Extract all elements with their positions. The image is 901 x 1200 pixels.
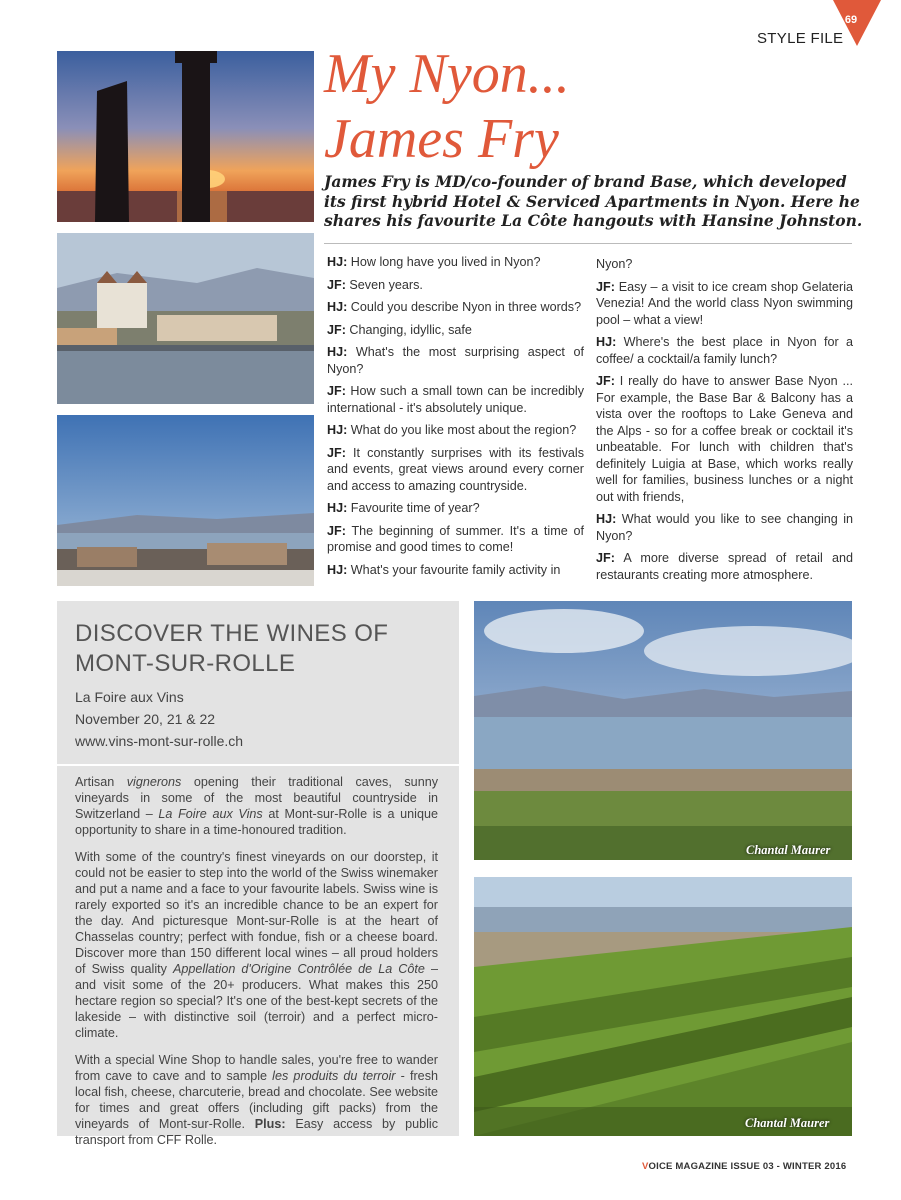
body-paragraph: With a special Wine Shop to handle sales, you're free to wander from cave to cave and to sample les produits du terroir - fresh local fish, cheese, charcuterie, bread and chocolate. See website for times and great offers (including gift packs) from the vineyards of Mont-sur-Rolle. Plus: Easy access by public transport from CFF Rolle. (75, 1053, 438, 1147)
photo-lake-view (474, 601, 852, 860)
interview-line: JF: It constantly surprises with its festivals and events, great views around every corner and access to amazing countryside. (327, 445, 584, 493)
interview-line: JF: How such a small town can be incredibly international - it's absolutely unique. (327, 384, 585, 415)
interview-line: HJ: What would you like to see changing in Nyon? (596, 512, 853, 543)
interview-column-left (327, 254, 584, 584)
body-paragraph: With some of the country's finest vineyards on our doorstep, it could not be easier to step into the world of the Swiss winemaker and put a name and a face to your favourite labels. Swiss wine is rarely exported so it's an incredible chance to be an expert for the day. And picturesque Mont-sur-Rolle is at the heart of Chasselas country; perfect with fondue, fish or a cheese board. Discover more than 150 different local wines – all proud holders of Swiss quality Appellation d'Origine Contrôlée de La Côte – and visit some of the 20+ producers. What makes this 250 hectare region so special? It's one of the best-kept secrets of the lakeside – with distinctive soil (terroir) and a perfect micro-climate. (75, 850, 438, 1040)
article-title-line2: James Fry (324, 108, 559, 170)
body-paragraph: Artisan vignerons opening their traditional caves, sunny vineyards in some of the most beautiful countryside in Switzerland – La Foire aux Vins at Mont-sur-Rolle is a unique opportunity to share in a time-honoured tradition. (75, 775, 438, 837)
photo-rooftops-lake (57, 415, 314, 586)
section-label: STYLE FILE (757, 30, 844, 47)
photo-sunset-columns (57, 51, 314, 222)
interview-line: JF: Changing, idyllic, safe (327, 322, 472, 337)
interview-line: HJ: How long have you lived in Nyon? (327, 255, 541, 269)
magazine-footer (642, 1161, 846, 1172)
article-title-line1: My Nyon... (324, 43, 570, 105)
interview-line: HJ: Could you describe Nyon in three words? (327, 300, 582, 314)
interview-column-right (596, 256, 853, 589)
magazine-logo-mark: V (642, 1161, 649, 1172)
wine-event-info (75, 686, 243, 752)
wine-feature-body (75, 774, 438, 1159)
wine-feature-title: DISCOVER THE WINES OF MONT-SUR-ROLLE (75, 620, 389, 677)
page-number: 69 (844, 14, 858, 26)
interview-line: Nyon? (596, 257, 633, 271)
interview-line: HJ: What's your favourite family activity in (327, 562, 561, 577)
photo-vineyard (474, 877, 852, 1136)
article-intro: James Fry is MD/co-founder of brand Base, which developed its first hybrid Hotel & Serviced Apartments in Nyon. Here he shares his favourite La Côte hangouts with Hansine Johnston. (324, 172, 863, 230)
interview-line: JF: Seven years. (327, 277, 423, 292)
interview-line: HJ: What's the most surprising aspect of Nyon? (327, 345, 585, 376)
event-dates: November 20, 21 & 22 (75, 711, 216, 727)
event-website-link[interactable]: www.vins-mont-sur-rolle.ch (75, 733, 244, 749)
event-name: La Foire aux Vins (75, 689, 184, 705)
interview-line: JF: Easy – a visit to ice cream shop Gelateria Venezia! And the world class Nyon swimming pool – what a view! (596, 279, 854, 327)
wine-box-divider (57, 764, 459, 766)
photo-credit-vineyard: Chantal Maurer (745, 1116, 830, 1130)
interview-line: HJ: Where's the best place in Nyon for a coffee/ a cocktail/a family lunch? (596, 335, 854, 366)
photo-credit-lake: Chantal Maurer (746, 843, 831, 857)
interview-line: JF: The beginning of summer. It's a time of promise and good times to come! (327, 523, 584, 554)
interview-line: JF: I really do have to answer Base Nyon ... For example, the Base Bar & Balcony has a vista over the rooftops to Lake Geneva and the Alps - so for a coffee break or cocktail it's unbeatable. For lunch with children that's definitely Luigia at Base, which works really well for families, business lunches or a night out with friends, (596, 374, 854, 504)
photo-nyon-castle (57, 233, 314, 404)
intro-divider (324, 243, 852, 244)
footer-issue-text: OICE MAGAZINE ISSUE 03 - WINTER 2016 (648, 1161, 847, 1172)
interview-line: HJ: Favourite time of year? (327, 501, 480, 515)
interview-line: HJ: What do you like most about the region? (327, 423, 577, 437)
interview-line: JF: A more diverse spread of retail and restaurants creating more atmosphere. (596, 551, 854, 582)
